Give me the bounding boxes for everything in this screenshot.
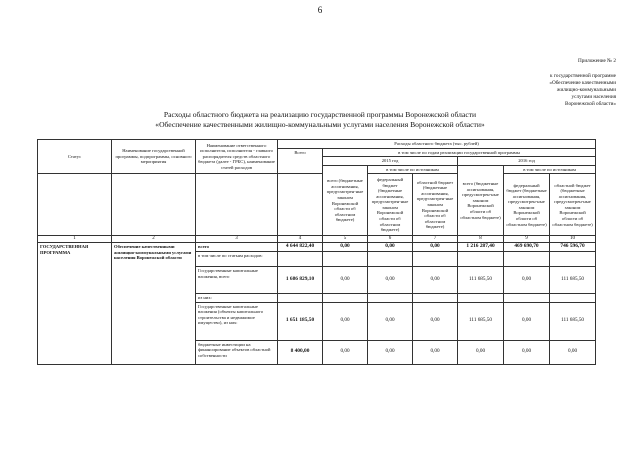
col-index: 4: [278, 236, 323, 243]
cell-value: [323, 251, 368, 266]
cell-value: 0,00: [368, 340, 413, 364]
appendix-block: [549, 73, 616, 108]
cell-value: [504, 251, 550, 266]
cell-value: [458, 251, 504, 266]
row-label: Государственные капитальные вложения (объекты капитального строительства и недвижимое имущество), из них:: [196, 302, 278, 340]
cell-value: [368, 251, 413, 266]
expenses-table: [37, 139, 596, 365]
col-index: 7: [413, 236, 458, 243]
header-by-source-2015: в том числе по источникам: [368, 165, 458, 174]
cell-value: [413, 293, 458, 302]
cell-value: 0,00: [504, 266, 550, 293]
cell-value: 0,00: [413, 266, 458, 293]
cell-value: 0,00: [323, 266, 368, 293]
row-label: Государственные капитальные вложения, всего: [196, 266, 278, 293]
cell-value: 0,00: [504, 302, 550, 340]
cell-value: 0,00: [413, 302, 458, 340]
col-index: 9: [504, 236, 550, 243]
col-index: 1: [38, 236, 112, 243]
col-index: 10: [550, 236, 596, 243]
row-label: в том числе по статьям расходов:: [196, 251, 278, 266]
col-index: 5: [323, 236, 368, 243]
cell-value: 111 685,50: [550, 266, 596, 293]
header-year-2015: 2015 год: [323, 157, 458, 166]
cell-value: 1 686 829,10: [278, 266, 323, 293]
cell-value: 469 690,70: [504, 242, 550, 251]
cell-value: 0,00: [323, 302, 368, 340]
header-by-years: в том числе по годам реализации государственной программы: [323, 148, 596, 157]
cell-value: 0,00: [413, 242, 458, 251]
header-status-cont: [38, 174, 112, 236]
cell-value: 0,00: [413, 340, 458, 364]
header-year-2016: 2016 год: [458, 157, 596, 166]
cell-value: 4 644 822,40: [278, 242, 323, 251]
appendix-line: к государственной программе: [550, 73, 616, 79]
cell-value: 0,00: [458, 340, 504, 364]
cell-value: 1 651 185,50: [278, 302, 323, 340]
document-title-line2: «Обеспечение качественными жилищно-коммунальными услугами населения Воронежской области»: [155, 120, 485, 129]
cell-value: [323, 293, 368, 302]
header-regional-2016: областной бюджет (бюджетные ассигнования, предусмотрен-ные законом Воронежской области об областном бюджете): [550, 174, 596, 236]
col-index: 2: [112, 236, 196, 243]
header-status: Статус: [38, 140, 112, 174]
cell-value: [278, 251, 323, 266]
cell-value: [550, 293, 596, 302]
cell-value: [550, 251, 596, 266]
document-title-line1: Расходы областного бюджета на реализацию государственной программы Воронежской области: [163, 110, 477, 119]
cell-value: [458, 293, 504, 302]
header-federal-2015: федеральный бюджет (бюджетные ассигнования, предусмотрен-ные законом Воронежской области об областном бюджете): [368, 174, 413, 236]
row-label: всего: [196, 242, 278, 251]
header-all-2016: всего (бюджетные ассигнования, предусмотрен-ные законом Воронежской области об областном бюджете): [458, 165, 504, 236]
col-index: 6: [368, 236, 413, 243]
appendix-title: Приложение № 2: [578, 58, 616, 64]
cell-value: 746 596,70: [550, 242, 596, 251]
cell-value: [504, 293, 550, 302]
program-name: Обеспечение качественными жилищно-коммунальными услугами населения Воронежской области: [112, 242, 196, 364]
header-total: Всего: [278, 148, 323, 174]
header-regional-2015: областной бюджет (бюджетные ассигнования, предусмотрен-ные законом Воронежской области об областном бюджете): [413, 174, 458, 236]
cell-value: [368, 293, 413, 302]
cell-value: 1 216 287,40: [458, 242, 504, 251]
appendix-line: Воронежской области»: [565, 101, 616, 107]
cell-value: [278, 293, 323, 302]
cell-value: 0,00: [504, 340, 550, 364]
cell-value: 111 685,50: [550, 302, 596, 340]
appendix-line: «Обеспечение качественными: [549, 80, 616, 86]
header-name: Наименование государственной программы, подпрограммы, основного мероприятия: [112, 140, 196, 174]
cell-value: 0,00: [368, 266, 413, 293]
program-status: ГОСУДАРСТВЕННАЯ ПРОГРАММА: [38, 242, 112, 364]
cell-value: 111 685,50: [458, 302, 504, 340]
col-index: 3: [196, 236, 278, 243]
header-name-cont: [112, 174, 196, 236]
page-number: 6: [317, 5, 323, 15]
row-label: бюджетные инвестиции на финансирование объектов областной собственности: [196, 340, 278, 364]
header-executor: Наименование ответственного исполнителя, исполнителя - главного распорядителя средств областного бюджета (далее - ГРБС), наименование статей расходов: [196, 140, 278, 174]
header-total-cont: [278, 174, 323, 236]
cell-value: 0,00: [323, 242, 368, 251]
header-all-2015: всего (бюджетные ассигнования, предусмотрен-ные законом Воронежской области об областном бюджете): [323, 165, 368, 236]
col-index: 8: [458, 236, 504, 243]
cell-value: [413, 251, 458, 266]
header-expenses: Расходы областного бюджета (тыс. рублей): [278, 140, 596, 149]
header-federal-2016: федеральный бюджет (бюджетные ассигнования, предусмотрен-ные законом Воронежской области об областном бюджете): [504, 174, 550, 236]
cell-value: 8 400,00: [278, 340, 323, 364]
cell-value: 111 685,50: [458, 266, 504, 293]
appendix-line: жилищно-коммунальными: [556, 87, 616, 93]
cell-value: 0,00: [368, 242, 413, 251]
cell-value: 0,00: [323, 340, 368, 364]
row-label: из них:: [196, 293, 278, 302]
header-by-source-2016: в том числе по источникам: [504, 165, 596, 174]
cell-value: 0,00: [550, 340, 596, 364]
header-executor-cont: [196, 174, 278, 236]
appendix-line: услугами населения: [571, 94, 616, 100]
cell-value: 0,00: [368, 302, 413, 340]
